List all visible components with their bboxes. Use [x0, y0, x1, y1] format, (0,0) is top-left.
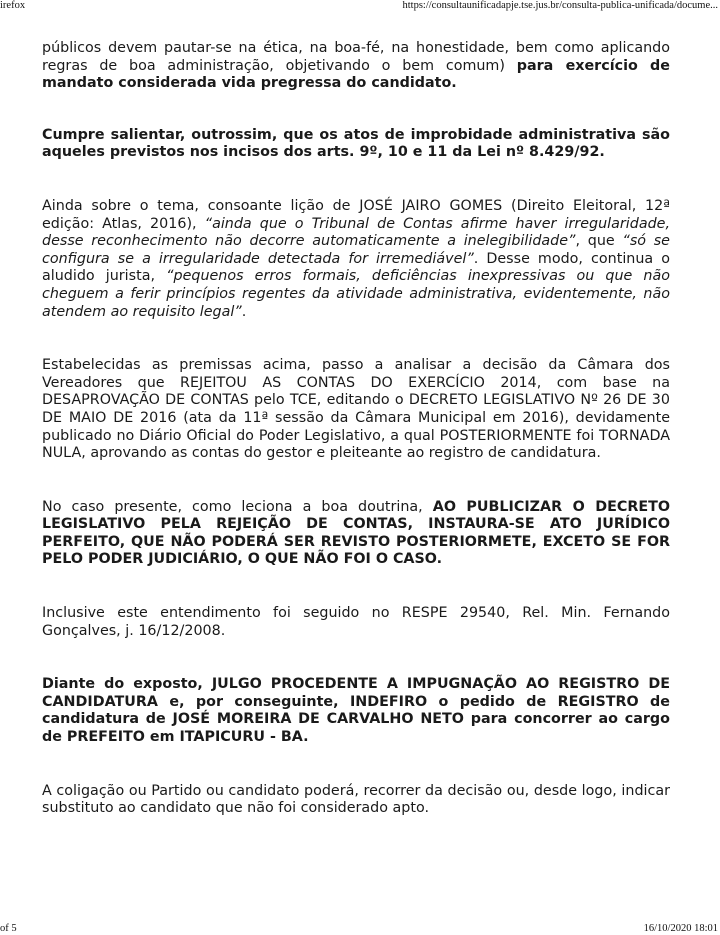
paragraph-improbidade: Cumpre salientar, outrossim, que os atos de improbidade administrativa são aqueles previstos nos incisos dos arts. 9º, 10 e 11 da Lei nº 8.429/92.	[42, 126, 670, 161]
page-url[interactable]: https://consultaunificadapje.tse.jus.br/consulta-publica-unificada/docume...	[402, 0, 718, 11]
paragraph-recurso: A coligação ou Partido ou candidato poderá, recorrer da decisão ou, desde logo, indicar substituto ao candidato que não foi considerado apto.	[42, 782, 670, 817]
paragraph-respe: Inclusive este entendimento foi seguido no RESPE 29540, Rel. Min. Fernando Gonçalves, j. 16/12/2008.	[42, 605, 670, 639]
page-count: of 5	[0, 923, 17, 934]
paragraph-dispositivo: Diante do exposto, JULGO PROCEDENTE A IMPUGNAÇÃO AO REGISTRO DE CANDIDATURA e, por conseguinte, INDEFIRO o pedido de REGISTRO de candidatura de JOSÉ MOREIRA DE CARVALHO NETO para concorrer ao cargo de PREFEITO em ITAPICURU - BA.	[42, 676, 670, 746]
paragraph-premissas: Estabelecidas as premissas acima, passo a analisar a decisão da Câmara dos Vereadores que REJEITOU AS CONTAS DO EXERCÍCIO 2014, com base na DESAPROVAÇÃO DE CONTAS pelo TCE, editando o DECRETO LEGISLATIVO Nº 26 DE 30 DE MAIO DE 2016 (ata da 11ª sessão da Câmara Municipal em 2016), devidamente publicado no Diário Oficial do Poder Legislativo, a qual POSTERIORMENTE foi TORNADA NULA, aprovando as contas do gestor e pleiteante ao registro de candidatura.	[42, 357, 670, 462]
browser-name: irefox	[0, 0, 26, 11]
quote-italic: “só se configura se a irregularidade detectada for irremediável”	[42, 233, 670, 267]
print-datetime: 16/10/2020 18:01	[643, 923, 718, 934]
paragraph-text: Ainda sobre o tema, consoante lição de JOSÉ JAIRO GOMES (Direito Eleitoral, 12ª edição: Atlas, 2016),	[42, 197, 670, 232]
paragraph-caso-presente	[42, 499, 670, 569]
print-footer	[0, 921, 720, 935]
paragraph-emphasis: para exercício de mandato considerada vida pregressa do candidato.	[42, 57, 670, 92]
paragraph-doutrina	[42, 198, 670, 321]
paragraph-text: . Desse modo, continua o aludido jurista,	[42, 250, 670, 285]
paragraph-vida-pregressa	[42, 40, 670, 93]
document-body	[42, 40, 670, 818]
paragraph-text: No caso presente, como leciona a boa doutrina,	[42, 498, 433, 515]
quote-italic: “ainda que o Tribunal de Contas afirme haver irregularidade, desse reconhecimento não decorre automaticamente a inelegibilidade”	[42, 215, 670, 250]
paragraph-emphasis: AO PUBLICIZAR O DECRETO LEGISLATIVO PELA REJEIÇÃO DE CONTAS, INSTAURA-SE ATO JURÍDICO PERFEITO, QUE NÃO PODERÁ SER REVISTO POSTERIORMETE, EXCETO SE FOR PELO PODER JUDICIÁRIO, O QUE NÃO FOI O CASO.	[42, 498, 671, 568]
print-header	[0, 0, 720, 14]
quote-italic: “pequenos erros formais, deficiências inexpressivas ou que não cheguem a ferir princípios regentes da atividade administrativa, evidentemente, não atendem ao requisito legal”	[42, 268, 670, 320]
paragraph-text: , que	[575, 233, 623, 250]
paragraph-text: públicos devem pautar-se na ética, na boa-fé, na honestidade, bem como aplicando regras de boa administração, objetivando o bem comum)	[42, 40, 670, 74]
paragraph-text: .	[241, 303, 247, 320]
